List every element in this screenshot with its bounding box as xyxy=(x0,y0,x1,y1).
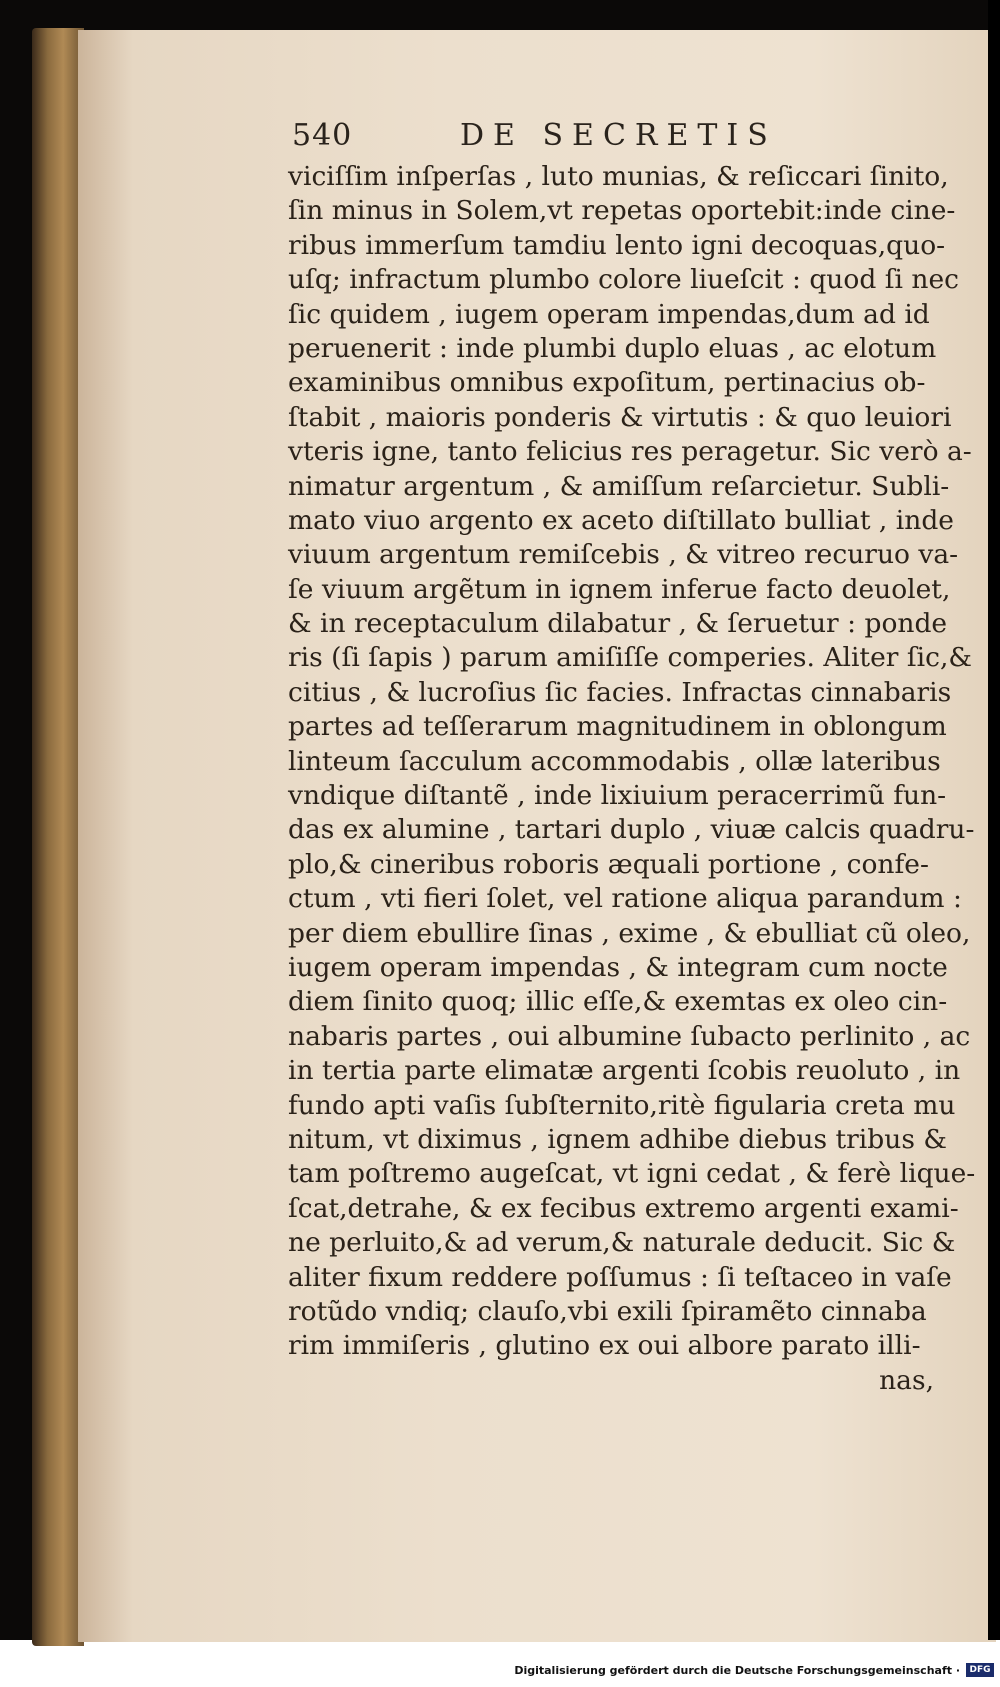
text-line: viciſſim inſperſas , luto munias, & reſiccari ſinito, xyxy=(288,161,949,192)
running-title: DE SECRETIS xyxy=(460,118,777,153)
text-line: ne perluito,& ad verum,& naturale deducit. Sic & xyxy=(288,1227,956,1259)
text-line: mato viuo argento ex aceto diſtillato bulliat , inde xyxy=(288,504,954,536)
text-line: diem ſinito quoq; illic eſſe,& exemtas ex oleo cin- xyxy=(288,986,948,1018)
text-line: per diem ebullire ſinas , exime , & ebulliat cũ oleo, xyxy=(288,917,971,949)
text-line: uſq; infractum plumbo colore liueſcit : quod ſi nec xyxy=(288,264,960,296)
funding-credit: Digitalisierung gefördert durch die Deutsche Forschungsgemeinschaft · xyxy=(514,1664,960,1677)
dfg-logo-icon: DFG xyxy=(966,1663,994,1677)
body-text xyxy=(288,160,976,1398)
text-line: tam poſtremo augeſcat, vt igni cedat , & ferè lique- xyxy=(288,1158,976,1190)
text-line: ſic quidem , iugem operam impendas,dum ad id xyxy=(288,298,930,330)
catchword: nas, xyxy=(879,1364,934,1396)
text-line: fundo apti vaſis ſubſternito,ritè figularia creta mu xyxy=(288,1089,956,1121)
text-line: partes ad teſſerarum magnitudinem in oblongum xyxy=(288,711,947,743)
text-line: ſcat,detrahe, & ex fecibus extremo argenti exami- xyxy=(288,1192,959,1224)
text-line: ſtabit , maioris ponderis & virtutis : & quo leuiori xyxy=(288,401,952,433)
page-header xyxy=(292,118,792,158)
text-line: ctum , vti fieri ſolet, vel ratione aliqua parandum : xyxy=(288,883,962,915)
text-line: rotũdo vndiq; clauſo,vbi exili ſpiramẽto cinnaba xyxy=(288,1295,927,1327)
text-line: examinibus omnibus expoſitum, pertinacius ob- xyxy=(288,367,926,399)
text-line: ſin minus in Solem,vt repetas oportebit:inde cine- xyxy=(288,195,956,227)
text-line: nitum, vt diximus , ignem adhibe diebus tribus & xyxy=(288,1123,947,1155)
book-spine-edge xyxy=(32,28,84,1646)
text-line: & in receptaculum dilabatur , & ſeruetur : ponde xyxy=(288,608,948,640)
text-line: nimatur argentum , & amiſſum reſarcietur. Subli- xyxy=(288,470,950,502)
text-line: in tertia parte elimatæ argenti ſcobis reuoluto , in xyxy=(288,1055,961,1087)
text-line: ris (ſi ſapis ) parum amiſiſſe comperies. Aliter ſic,& xyxy=(288,642,972,674)
text-line: ribus immerſum tamdiu lento igni decoquas,quo- xyxy=(288,229,946,261)
text-line: linteum ſacculum accommodabis , ollæ lateribus xyxy=(288,745,941,777)
text-line: ſe viuum argẽtum in ignem inferue facto deuolet, xyxy=(288,573,951,605)
text-line: iugem operam impendas , & integram cum nocte xyxy=(288,951,948,983)
text-line: peruenerit : inde plumbi duplo eluas , ac elotum xyxy=(288,332,937,364)
text-line: das ex alumine , tartari duplo , viuæ calcis quadru- xyxy=(288,814,975,846)
page-number: 540 xyxy=(292,118,353,153)
footer xyxy=(0,1660,1000,1687)
text-line: nabaris partes , oui albumine ſubacto perlinito , ac xyxy=(288,1020,971,1052)
text-line: vteris igne, tanto felicius res peragetur. Sic verò a- xyxy=(288,436,972,468)
scan-border xyxy=(988,0,1000,1640)
text-line: aliter fixum reddere poſſumus : ſi teſtaceo in vaſe xyxy=(288,1261,952,1293)
text-line: rim immiſeris , glutino ex oui albore parato illi- xyxy=(288,1330,921,1362)
text-line: plo,& cineribus roboris æquali portione , confe- xyxy=(288,848,929,880)
text-line: citius , & lucroſius ſic facies. Infractas cinnabaris xyxy=(288,676,952,708)
text-line: vndique diſtantẽ , inde lixiuium peracerrimũ fun- xyxy=(288,780,947,812)
text-line: viuum argentum remiſcebis , & vitreo recuruo va- xyxy=(288,539,959,571)
